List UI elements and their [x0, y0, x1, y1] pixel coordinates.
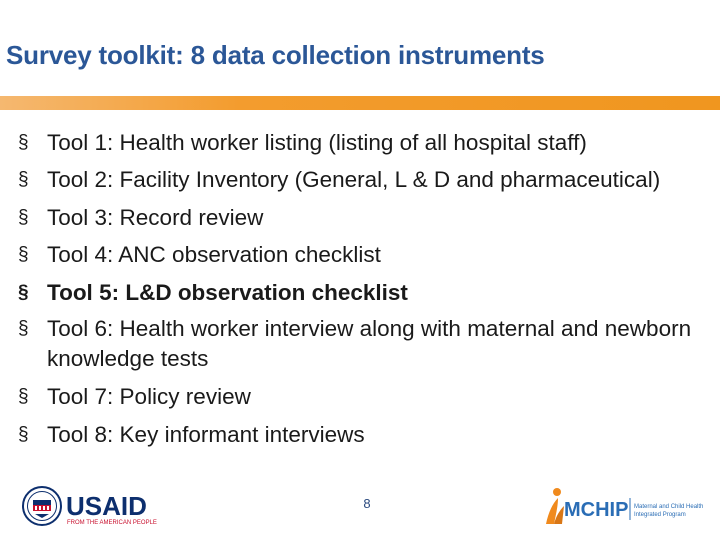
list-item-text: Tool 2: Facility Inventory (General, L & D and pharmaceutical)	[47, 166, 661, 192]
list-item-tool-8	[18, 416, 708, 454]
mchip-logo	[540, 486, 704, 528]
list-item-tool-5	[18, 274, 708, 312]
list-item-text: Tool 1: Health worker listing (listing of all hospital staff)	[47, 130, 587, 155]
tool-list	[18, 124, 708, 453]
list-item-text: Tool 3: Record review	[47, 204, 264, 230]
list-item-text: Tool 7: Policy review	[47, 384, 251, 409]
usaid-logo	[22, 486, 162, 528]
list-item-text: Tool 6: Health worker interview along with maternal and newborn knowledge tests	[47, 316, 692, 371]
usaid-wordmark: USAID	[66, 491, 147, 521]
list-item-text: Tool 8: Key informant interviews	[47, 421, 365, 447]
mchip-tagline-line-1: Maternal and Child Health	[634, 504, 704, 510]
list-item-tool-4	[18, 236, 708, 274]
bullet-icon: §	[18, 423, 29, 445]
list-item-tool-2	[18, 162, 708, 199]
usaid-seal-icon	[23, 487, 61, 525]
usaid-tagline: FROM THE AMERICAN PEOPLE	[67, 520, 157, 526]
bullet-icon: §	[18, 244, 29, 265]
list-item-tool-1	[18, 124, 708, 162]
list-item-text: Tool 4: ANC observation checklist	[47, 242, 381, 267]
list-item-text: Tool 5: L&D observation checklist	[47, 279, 408, 305]
mchip-figure-icon	[546, 488, 564, 524]
bullet-icon: §	[18, 168, 29, 190]
bullet-icon: §	[18, 386, 29, 407]
list-item-tool-3	[18, 199, 708, 237]
bullet-icon: §	[18, 132, 29, 153]
page-number: 8	[363, 496, 371, 511]
mchip-tagline-line-2: Integrated Program	[634, 512, 686, 518]
bullet-icon: §	[18, 318, 29, 339]
list-item-tool-7	[18, 378, 708, 416]
bullet-icon: §	[18, 206, 29, 228]
slide-title: Survey toolkit: 8 data collection instruments	[6, 40, 545, 70]
list-item-tool-6	[18, 311, 708, 378]
accent-bar	[0, 96, 720, 110]
bullet-icon: §	[18, 281, 29, 303]
mchip-wordmark: MCHIP	[564, 499, 629, 521]
